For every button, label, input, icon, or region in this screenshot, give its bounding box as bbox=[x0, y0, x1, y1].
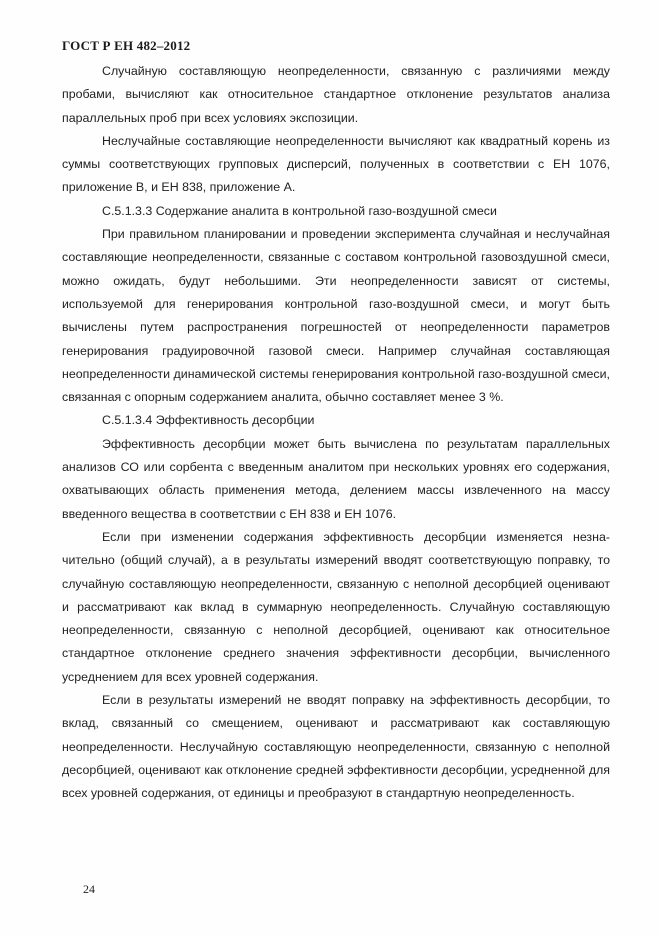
paragraph-reference-mixture: При правильном планировании и проведении эксперимента случайная и неслучайная составляющие неопределенности, связанные с составом контрольной газовоздушной смеси, можно ожидать, будут небольшими. Эти неопределенности зависят от системы, используемой для генерирования контрольной газо-воздушной смеси, и могут быть вычислены путем распространения погрешностей от неопределенности параметров генерирования градуировочной газовой смеси. Например случайная составляющая неопределенности динамической системы генерирования контрольной газо-воздушной смеси, связанная с опорным содержанием аналита, обычно составляет менее 3 %. bbox=[62, 227, 610, 405]
section-heading-c5133: С.5.1.3.3 Содержание аналита в контрольной газо-воздушной смеси bbox=[102, 203, 497, 218]
section-heading-c5134: С.5.1.3.4 Эффективность десорбции bbox=[102, 413, 315, 428]
page-number: 24 bbox=[83, 882, 95, 896]
paragraph-desorption-correction: Если при изменении содержания эффективность десорбции изменяется незначительно (общий случай), а в результаты измерений вводят соответствующую поправку, то случайную составляющую неопределенности, связанную с неполной десорбцией оценивают и рассматривают как вклад в суммарную неопределенность. Случайную составляющую неопределенности, связанную с неполной десорбцией, оценивают как относительное стандартное отклонение среднего значения эффективности десорбции, вычисленного усреднением для всех уровней содержания. bbox=[62, 529, 610, 684]
paragraph-desorption-bias: Если в результаты измерений не вводят поправку на эффективность десорбции, то вклад, связанный со смещением, оценивают и рассматривают как составляющую неопределенности. Неслучайную составляющую неопределенности, связанную с неполной десорбцией, оценивают как отклонение средней эффективности десорбции, усредненной для всех уровней содержания, от единицы и преобразуют в стандартную неопределенность. bbox=[62, 693, 610, 801]
paragraph-nonrandom-uncertainty: Неслучайные составляющие неопределенности вычисляют как квадратный корень из суммы соответствующих групповых дисперсий, полученных в соответствии с ЕН 1076, приложение В, и ЕН 838, приложение А. bbox=[62, 133, 610, 195]
paragraph-desorption-efficiency: Эффективность десорбции может быть вычислена по результатам параллельных анализов СО или сорбента с введенным аналитом при нескольких уровнях его содержания, охватывающих область применения метода, делением массы извлеченного на массу введенного вещества в соответствии с ЕН 838 и ЕН 1076. bbox=[62, 436, 610, 521]
paragraph-random-uncertainty: Случайную составляющую неопределенности, связанную с различиями между пробами, вычисляют как относительное стандартное отклонение результатов анализа параллельных проб при всех условиях экспозиции. bbox=[62, 64, 610, 125]
standard-header: ГОСТ Р ЕН 482–2012 bbox=[62, 38, 191, 53]
body-text bbox=[62, 60, 610, 806]
